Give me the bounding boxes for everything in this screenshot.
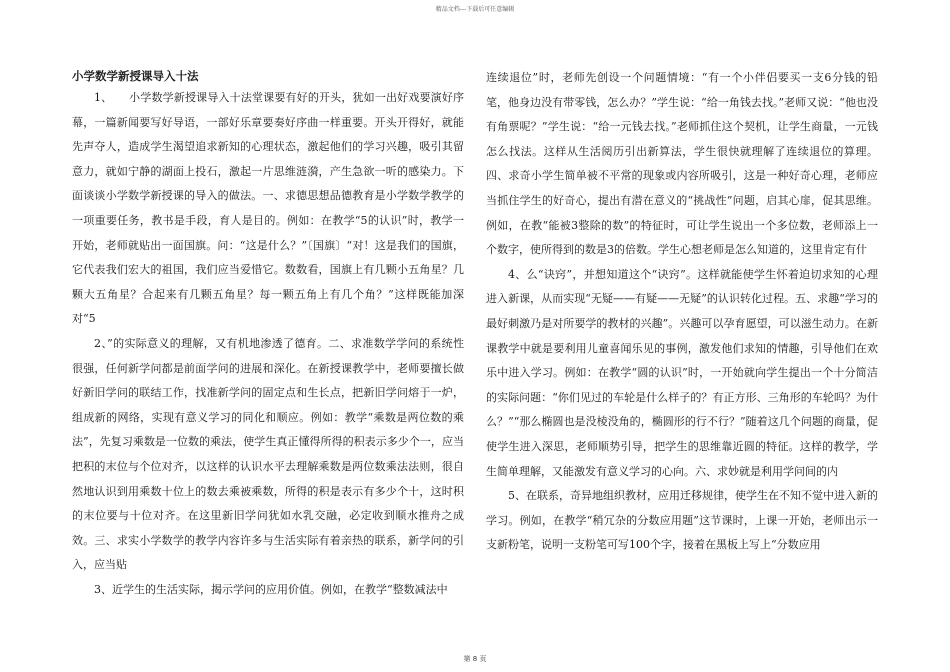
paragraph-3-continued: 连续退位”时，老师先创设一个问题情境：“有一个小伴侣要买一支6分钱的铅笔，他身边没有带零钱，怎么办？”学生说：“给一角钱去找。”老师又说：“他也没有角票呢？”学生说：“给一元钱去找。”老师抓住这个契机，让学生商量，一元钱怎么找法。这样从生活阅历引出新算法，学生很快就理解了连续退位的算理。四、求奇小学生简单被不平常的现象或内容所吸引，这是一种好奇心理，老师应当抓住学生的好奇心，提出有潜在意义的“挑战性”问题，启其心扉，促其思维。例如，在教“能被3整除的数”的特征时，可让学生说出一个多位数，老师添上一个数字，使所得到的数是3的倍数。学生心想老师是怎么知道的，这里肯定有什 <box>486 71 878 257</box>
paragraph-2: 2、”的实际意义的理解，又有机地渗透了德育。二、求准数学学问的系统性很强，任何新学问都是前面学问的进展和深化。在新授课教学中，老师要擅长做好新旧学问的联结工作，找准新学问的固定点和生长点，把新旧学问熔于一炉，组成新的网络，实现有意义学习的同化和顺应。例如：教学“乘数是两位数的乘法”，先复习乘数是一位数的乘法，使学生真正懂得所得的积表示多少个一，应当把积的末位与个位对齐，以这样的认识水平去理解乘数是两位数乘法法则，很自然地认识到用乘数十位上的数去乘被乘数，所得的积是表示有多少个十，这时积的末位要与十位对齐。在这里新旧学问犹如水乳交融，必定收到顺水推舟之成效。三、求实小学数学的教学内容许多与生活实际有着亲热的联系，新学问的引入，应当贴 <box>72 336 464 572</box>
right-column <box>486 66 878 558</box>
paragraph-3: 3、近学生的生活实际，揭示学问的应用价值。例如，在教学“整数减法中 <box>94 582 448 596</box>
page-header: 精品文档---下载后可任意编辑 <box>435 6 515 13</box>
paragraph-1: 1、 小学数学新授课导入十法堂课要有好的开头，犹如一出好戏要演好序幕，一篇新闻要写好导语，一部好乐章要奏好序曲一样重要。开头开得好，就能先声夺人，造成学生渴望追求新知的心理状态，激起他们的学习兴趣，吸引其留意力，就如宁静的湖面上投石，激起一片思维涟漪，产生急欲一听的感染力。下面谈谈小学数学新授课的导入的做法。一、求德思想品德教育是小学数学教学的一项重要任务，教书是手段，育人是目的。例如：在教学“5的认识”时，教学一开始，老师就贴出一面国旗。问：“这是什么？”〔国旗〕“对！这是我们的国旗，它代表我们宏大的祖国，我们应当爱惜它。数数看，国旗上有几颗小五角星？几颗大五角星？合起来有几颗五角星？每一颗五角上有几个角？”这样既能加深对“5 <box>72 91 464 326</box>
page-number: 第 8 页 <box>463 655 487 663</box>
document-title: 小学数学新授课导入十法 <box>72 69 199 83</box>
paragraph-4: 4、么“诀窍”，并想知道这个“诀窍”。这样就能使学生怀着迫切求知的心理进入新课，从而实现“无疑——有疑——无疑”的认识转化过程。五、求趣“学习的最好刺激乃是对所要学的教材的兴趣”。兴趣可以孕育愿望，可以滋生动力。在新课教学中就是要利用儿童喜闻乐见的事例，激发他们求知的情趣，引导他们在欢乐中进入学习。例如：在教学“圆的认识”时，一开始就向学生提出一个十分简洁的实际问题：“你们见过的车轮是什么样子的？有正方形、三角形的车轮吗？为什么？”“那么椭圆也是没棱没角的，椭圆形的行不行？”随着这几个问题的商量，促使学生进入深思，老师顺势引导，把学生的思维靠近圆的特征。这样的教学，学生简单理解，又能激发有意义学习的心向。六、求妙就是利用学问间的内 <box>486 267 878 478</box>
left-column <box>72 66 464 602</box>
paragraph-5: 5、在联系，奇异地组织教材，应用迁移规律，使学生在不知不觉中进入新的学习。例如，在教学“稍冗杂的分数应用题”这节课时，上课一开始，老师出示一支新粉笔，说明一支粉笔可写100个字，接着在黑板上写上“分数应用 <box>486 489 878 552</box>
